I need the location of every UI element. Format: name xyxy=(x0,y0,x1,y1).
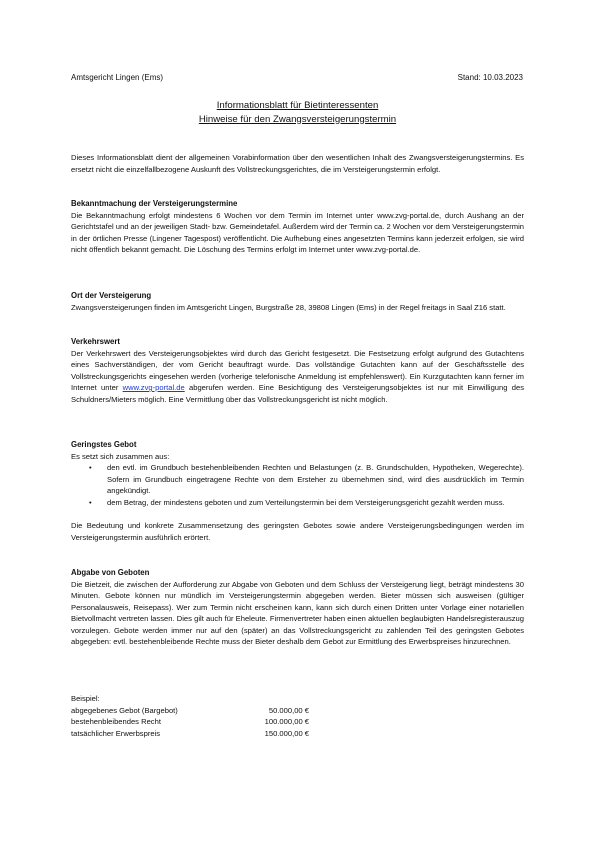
example-value: 150.000,00 € xyxy=(264,728,309,738)
example-label: abgegebenes Gebot (Bargebot) xyxy=(71,705,178,715)
example-value: 50.000,00 € xyxy=(268,705,309,715)
title-line-2: Hinweise für den Zwangsversteigerungstermin xyxy=(198,113,397,125)
section-text: Die Bekanntmachung erfolgt mindestens 6 Wochen vor dem Termin im Internet unter www.zvg-portal.de, durch Aushang an der Gerichtstafel und an der jeweiligen Stadt- bzw. Gemeindetafel. Außerdem wird der Termin ca. 2 Wochen vor dem Versteigerungstermin in der örtlichen Presse (Lingener Tagespost) veröffentlicht. Die Aufhebung eines angesetzten Termins kann jederzeit erfolgen, sie wird nicht öffentlich bekannt gemacht. Die Löschung des Termins erfolgt im Internet unter www.zvg-portal.de. xyxy=(71,210,524,254)
intro-paragraph xyxy=(71,152,524,175)
section-text: Die Bietzeit, die zwischen der Aufforderung zur Abgabe von Geboten und dem Schluss der Versteigerung liegt, beträgt mindestens 30 Minuten. Gebote können nur mündlich im Versteigerungstermin abgegeben werden. Bieter müssen sich ausweisen (gültiger Personalausweis, Reisepass). Wer zum Termin nicht erscheinen kann, kann sich durch einen Dritten unter Vorlage einer notariellen Bietvollmacht vertreten lassen. Dies gilt auch für Eheleute. Firmenvertreter haben einen aktuellen beglaubigten Handelsregisterauszug vorzulegen. Gebote werden immer nur auf den (später) an das Vollstreckungsgericht zu zahlenden Teil des geringsten Gebotes abgegeben: evtl. bestehenbleibende Rechte muss der Bieter deshalb dem Gebot zur Ermittlung des Erwerbspreises hinzurechnen. xyxy=(71,579,524,646)
section-heading: Bekanntmachung der Versteigerungstermine xyxy=(71,199,238,208)
section-text: Zwangsversteigerungen finden im Amtsgericht Lingen, Burgstraße 28, 39808 Lingen (Ems) in der Regel freitags in Saal Z16 statt. xyxy=(71,302,506,312)
example-row xyxy=(71,728,524,740)
section-text xyxy=(71,348,524,406)
section-heading: Ort der Versteigerung xyxy=(71,291,152,300)
example-value: 100.000,00 € xyxy=(264,717,309,726)
section-heading: Geringstes Gebot xyxy=(71,440,137,449)
example-row xyxy=(71,705,524,717)
section-lead: Es setzt sich zusammen aus: xyxy=(71,451,170,461)
section-beispiel xyxy=(71,693,524,739)
example-label: bestehenbleibendes Recht xyxy=(71,717,161,726)
section-abgabe xyxy=(71,567,524,648)
zvg-portal-link[interactable]: www.zvg-portal.de xyxy=(122,383,185,392)
section-verkehrswert xyxy=(71,336,524,405)
section-heading: Abgabe von Geboten xyxy=(71,568,150,577)
document-date: Stand: 10.03.2023 xyxy=(457,73,523,82)
section-geringstes-gebot xyxy=(71,439,524,543)
verkehrswert-text-b: abgerufen werden. Eine Besichtigung des Versteigerungsobjektes ist nur mit Einwilligung des Schuldners/Mieters möglich. Eine Vermittlung über das Vollstreckungsgericht ist nicht möglich. xyxy=(71,383,524,404)
list-item: • den evtl. im Grundbuch bestehenbleibenden Rechten und Belastungen (z. B. Grundschulden, Hypotheken, Wegerechte). Sofern im Grundbuch eingetragene Rechte von dem Ersteher zu übernehmen sind, wird dies ausdrücklich im Termin angekündigt. xyxy=(71,462,524,497)
section-heading: Verkehrswert xyxy=(71,337,120,346)
title-line-1: Informationsblatt für Bietinteressenten xyxy=(216,100,379,111)
page-header xyxy=(71,72,523,83)
section-closing: Die Bedeutung und konkrete Zusammensetzung des geringsten Gebotes sowie andere Versteigerungsbedingungen werden im Versteigerungstermin ausführlich erörtert. xyxy=(71,521,524,542)
section-ort xyxy=(71,290,524,313)
court-name: Amtsgericht Lingen (Ems) xyxy=(71,73,164,82)
document-title xyxy=(0,99,595,126)
bullet-list xyxy=(71,462,524,508)
example-label: tatsächlicher Erwerbspreis xyxy=(71,728,161,738)
example-row xyxy=(71,716,524,728)
section-bekanntmachung xyxy=(71,198,524,256)
intro-text: Dieses Informationsblatt dient der allgemeinen Vorabinformation über den wesentlichen Inhalt des Zwangsversteigerungstermins. Es ersetzt nicht die einzelfallbezogene Auskunft des Vollstreckungsgerichtes, die im Versteigerungstermin erfolgt. xyxy=(71,153,524,174)
example-heading: Beispiel: xyxy=(71,694,100,703)
list-item: • dem Betrag, der mindestens geboten und zum Verteilungstermin bei dem Versteigerungsgericht gezahlt werden muss. xyxy=(71,497,524,509)
verkehrswert-text-a: Der Verkehrswert des Versteigerungsobjektes wird durch das Gericht festgesetzt. Die Festsetzung erfolgt aufgrund des Gutachtens eines Sachverständigen, der vom Gericht beauftragt wurde. Das vollständige Gutachten kann auf der Geschäftsstelle des Vollstreckungsgerichts eingesehen werden (vorherige telefonische Anmeldung ist empfehlenswert). Ein Kurzgutachten kann ferner im Internet unter xyxy=(71,348,524,392)
